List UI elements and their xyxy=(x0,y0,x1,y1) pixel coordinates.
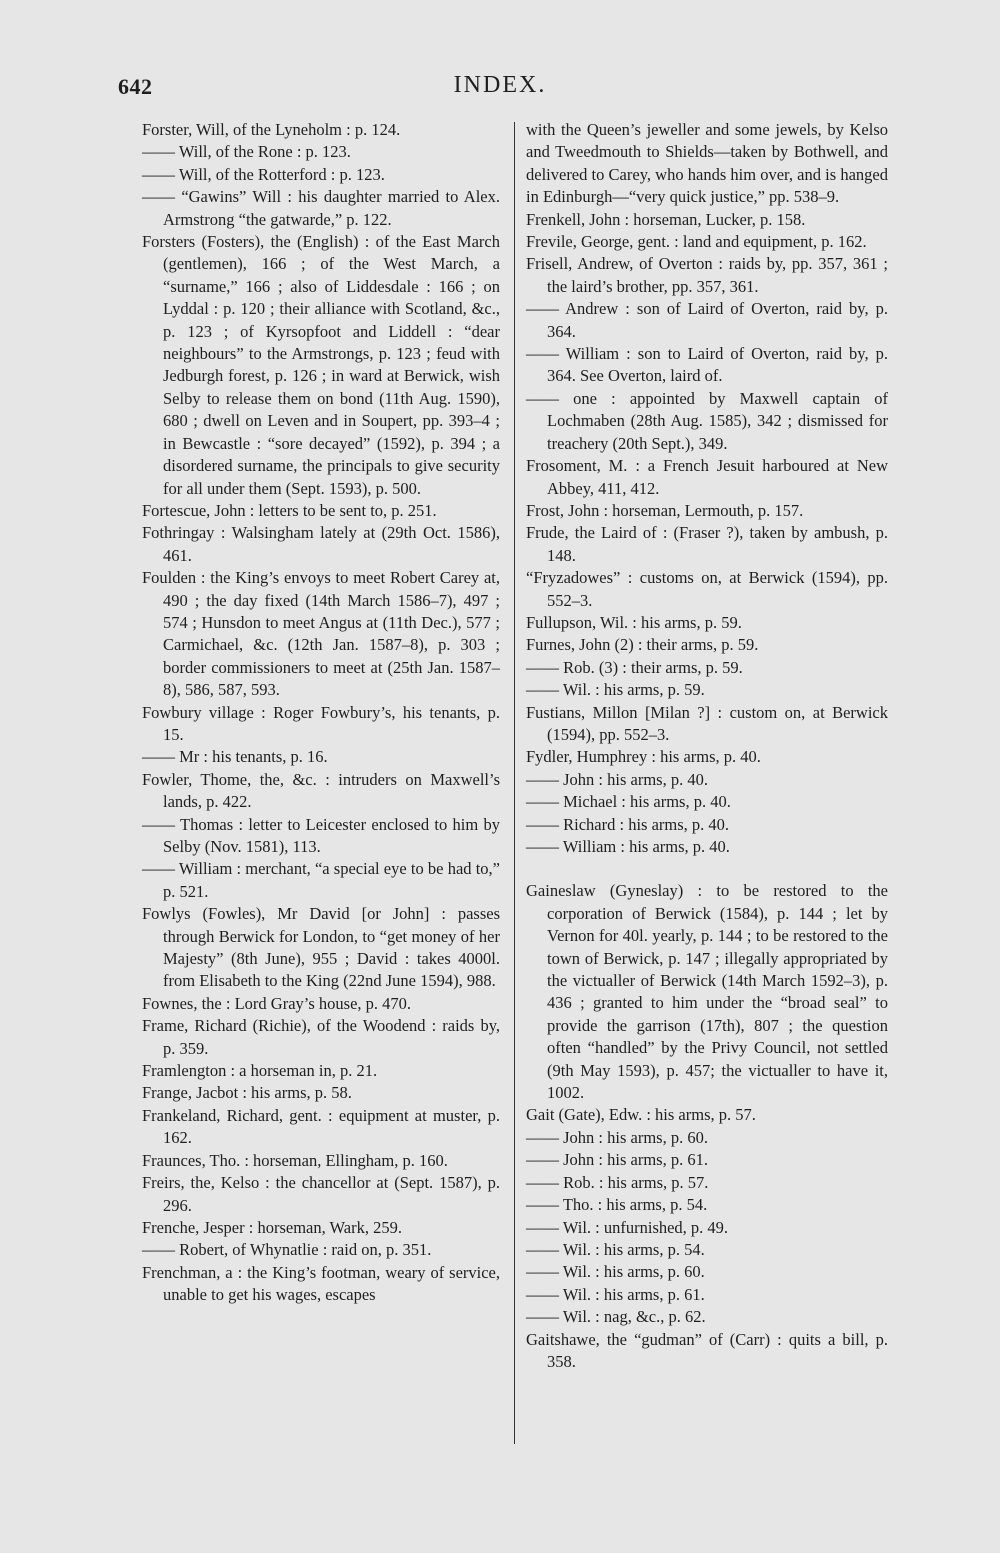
index-entry: Fothringay : Walsingham lately at (29th Oct. 1586), 461. xyxy=(142,523,500,565)
index-entry: —— Will, of the Rotterford : p. 123. xyxy=(142,164,385,184)
index-entry: Gaitshawe, the “gudman” of (Carr) : quits a bill, p. 358. xyxy=(526,1329,888,1371)
index-entry: Frankeland, Richard, gent. : equipment at muster, p. 162. xyxy=(142,1105,500,1148)
index-entry: Frenkell, John : horseman, Lucker, p. 158. xyxy=(526,209,806,229)
left-column xyxy=(142,119,500,1307)
letter-section-gap xyxy=(526,858,888,880)
column-divider xyxy=(514,122,515,1444)
index-entry: Freirs, the, Kelso : the chancellor at (Sept. 1587), p. 296. xyxy=(142,1173,500,1215)
index-entry: —— Wil. : his arms, p. 59. xyxy=(526,680,705,700)
index-entry: Fortescue, John : letters to be sent to, p. 251. xyxy=(142,500,437,520)
index-entry: Frost, John : horseman, Lermouth, p. 157. xyxy=(526,500,804,520)
index-entry: Frange, Jacbot : his arms, p. 58. xyxy=(142,1083,352,1103)
index-entry: —— John : his arms, p. 60. xyxy=(526,1127,708,1147)
index-entry: Fowler, Thome, the, &c. : intruders on Maxwell’s lands, p. 422. xyxy=(142,769,500,812)
index-entry: —— Robert, of Whynatlie : raid on, p. 351. xyxy=(142,1240,432,1260)
index-entry: —— “Gawins” Will : his daughter married to Alex. Armstrong “the gatwarde,” p. 122. xyxy=(142,187,500,229)
index-entry: —— Wil. : unfurnished, p. 49. xyxy=(526,1217,729,1237)
index-entry: “Fryzadowes” : customs on, at Berwick (1594), pp. 552–3. xyxy=(526,568,888,610)
index-entry: Frosoment, M. : a French Jesuit harboured at New Abbey, 411, 412. xyxy=(526,456,888,498)
index-entry: —— Mr : his tenants, p. 16. xyxy=(142,747,328,767)
index-entry: Forster, Will, of the Lyneholm : p. 124. xyxy=(142,120,401,139)
right-column xyxy=(526,119,888,1373)
index-entry: —— Wil. : his arms, p. 60. xyxy=(526,1262,705,1282)
index-entry: —— one : appointed by Maxwell captain of Lochmaben (28th Aug. 1585), 342 ; dismissed for treachery (20th Sept.), 349. xyxy=(526,388,888,453)
index-entry: —— John : his arms, p. 61. xyxy=(526,1150,708,1170)
index-entry: Foulden : the King’s envoys to meet Robert Carey at, 490 ; the day fixed (14th March 1586–7), 497 ; 574 ; Hunsdon to meet Angus at (11th Dec.), 577 ; Carmichael, &c. (12th Jan. 1587–8), p. 303 ; border commissioners to meet at (25th Jan. 1587–8), 586, 587, 593. xyxy=(142,568,500,700)
index-entry: Fraunces, Tho. : horseman, Ellingham, p. 160. xyxy=(142,1150,448,1170)
index-entry: Gait (Gate), Edw. : his arms, p. 57. xyxy=(526,1105,756,1125)
index-entry: —— Wil. : his arms, p. 54. xyxy=(526,1239,705,1259)
index-entry: Frenchman, a : the King’s footman, weary of service, unable to get his wages, escapes xyxy=(142,1262,500,1305)
index-entry: Framlengton : a horseman in, p. 21. xyxy=(142,1061,378,1081)
index-entry: —— Thomas : letter to Leicester enclosed to him by Selby (Nov. 1581), 113. xyxy=(142,814,500,856)
index-entry: Frevile, George, gent. : land and equipment, p. 162. xyxy=(526,232,867,252)
index-entry: Frude, the Laird of : (Fraser ?), taken by ambush, p. 148. xyxy=(526,523,888,565)
index-entry: —— Michael : his arms, p. 40. xyxy=(526,792,731,812)
index-entry: Frame, Richard (Richie), of the Woodend : raids by, p. 359. xyxy=(142,1016,500,1058)
index-entry: Gaineslaw (Gyneslay) : to be restored to the corporation of Berwick (1584), p. 144 ; let by Vernon for 40l. yearly, p. 144 ; to be restored to the town of Berwick, p. 147 ; illegally appropriated by the victualler of Berwick (14th March 1592–3), p. 436 ; granted to him under the “broad seal” to provide the garrison (17th), 807 ; the question often “handled” by the Privy Council, not settled (9th May 1593), p. 457; the victualler to have it, 1002. xyxy=(526,881,888,1103)
index-entry: —— William : son to Laird of Overton, raid by, p. 364. See Overton, laird of. xyxy=(526,344,888,386)
index-entry: —— Rob. : his arms, p. 57. xyxy=(526,1172,709,1192)
running-head: INDEX. xyxy=(453,72,547,98)
index-entry: —— Richard : his arms, p. 40. xyxy=(526,814,730,834)
index-entry: Fustians, Millon [Milan ?] : custom on, at Berwick (1594), pp. 552–3. xyxy=(526,702,888,744)
index-entry-continued: with the Queen’s jeweller and some jewels, by Kelso and Tweedmouth to Shields—taken by Bothwell, and delivered to Carey, who hands him over, and is hanged in Edinburgh—“very quick justice,” pp. 538–9. xyxy=(526,120,888,207)
index-entry: —— Wil. : his arms, p. 61. xyxy=(526,1284,705,1304)
index-entry: Forsters (Fosters), the (English) : of the East March (gentlemen), 166 ; of the West March, a “surname,” 166 ; also of Liddesdale : 166 ; on Lyddal : p. 120 ; their alliance with Scotland, &c., p. 123 ; of Kyrsopfoot and Liddell : “dear neighbours” to the Armstrongs, p. 123 ; feud with Jedburgh forest, p. 126 ; in ward at Berwick, wish Selby to release them on bond (11th Aug. 1590), 680 ; dwell on Leven and in Soupert, pp. 393–4 ; in Bewcastle : “sore decayed” (1592), p. 394 ; a disordered surname, the principals to give security for all under them (Sept. 1593), p. 500. xyxy=(142,232,500,498)
index-entry: Fullupson, Wil. : his arms, p. 59. xyxy=(526,612,742,632)
index-entry: Furnes, John (2) : their arms, p. 59. xyxy=(526,635,759,655)
index-entry: Fowlys (Fowles), Mr David [or John] : passes through Berwick for London, to “get money of her Majesty” (8th June), 955 ; David : takes 4000l. from Elisabeth to the King (22nd June 1594), 988. xyxy=(142,904,500,991)
index-entry: —— Andrew : son of Laird of Overton, raid by, p. 364. xyxy=(526,299,888,341)
index-entry: —— John : his arms, p. 40. xyxy=(526,769,708,789)
index-entry: Fownes, the : Lord Gray’s house, p. 470. xyxy=(142,993,412,1013)
index-entry: Fydler, Humphrey : his arms, p. 40. xyxy=(526,747,761,767)
index-entry: —— Wil. : nag, &c., p. 62. xyxy=(526,1307,706,1327)
page-number: 642 xyxy=(118,74,153,99)
index-entry: —— William : his arms, p. 40. xyxy=(526,837,730,856)
index-entry: Frisell, Andrew, of Overton : raids by, pp. 357, 361 ; the laird’s brother, pp. 357, 361. xyxy=(526,254,888,296)
index-entry: Fowbury village : Roger Fowbury’s, his tenants, p. 15. xyxy=(142,702,500,744)
index-entry: —— Tho. : his arms, p. 54. xyxy=(526,1195,708,1215)
index-entry: Frenche, Jesper : horseman, Wark, 259. xyxy=(142,1217,403,1237)
index-entry: —— Rob. (3) : their arms, p. 59. xyxy=(526,657,743,677)
index-entry: —— Will, of the Rone : p. 123. xyxy=(142,142,351,162)
index-entry: —— William : merchant, “a special eye to be had to,” p. 521. xyxy=(142,859,500,901)
